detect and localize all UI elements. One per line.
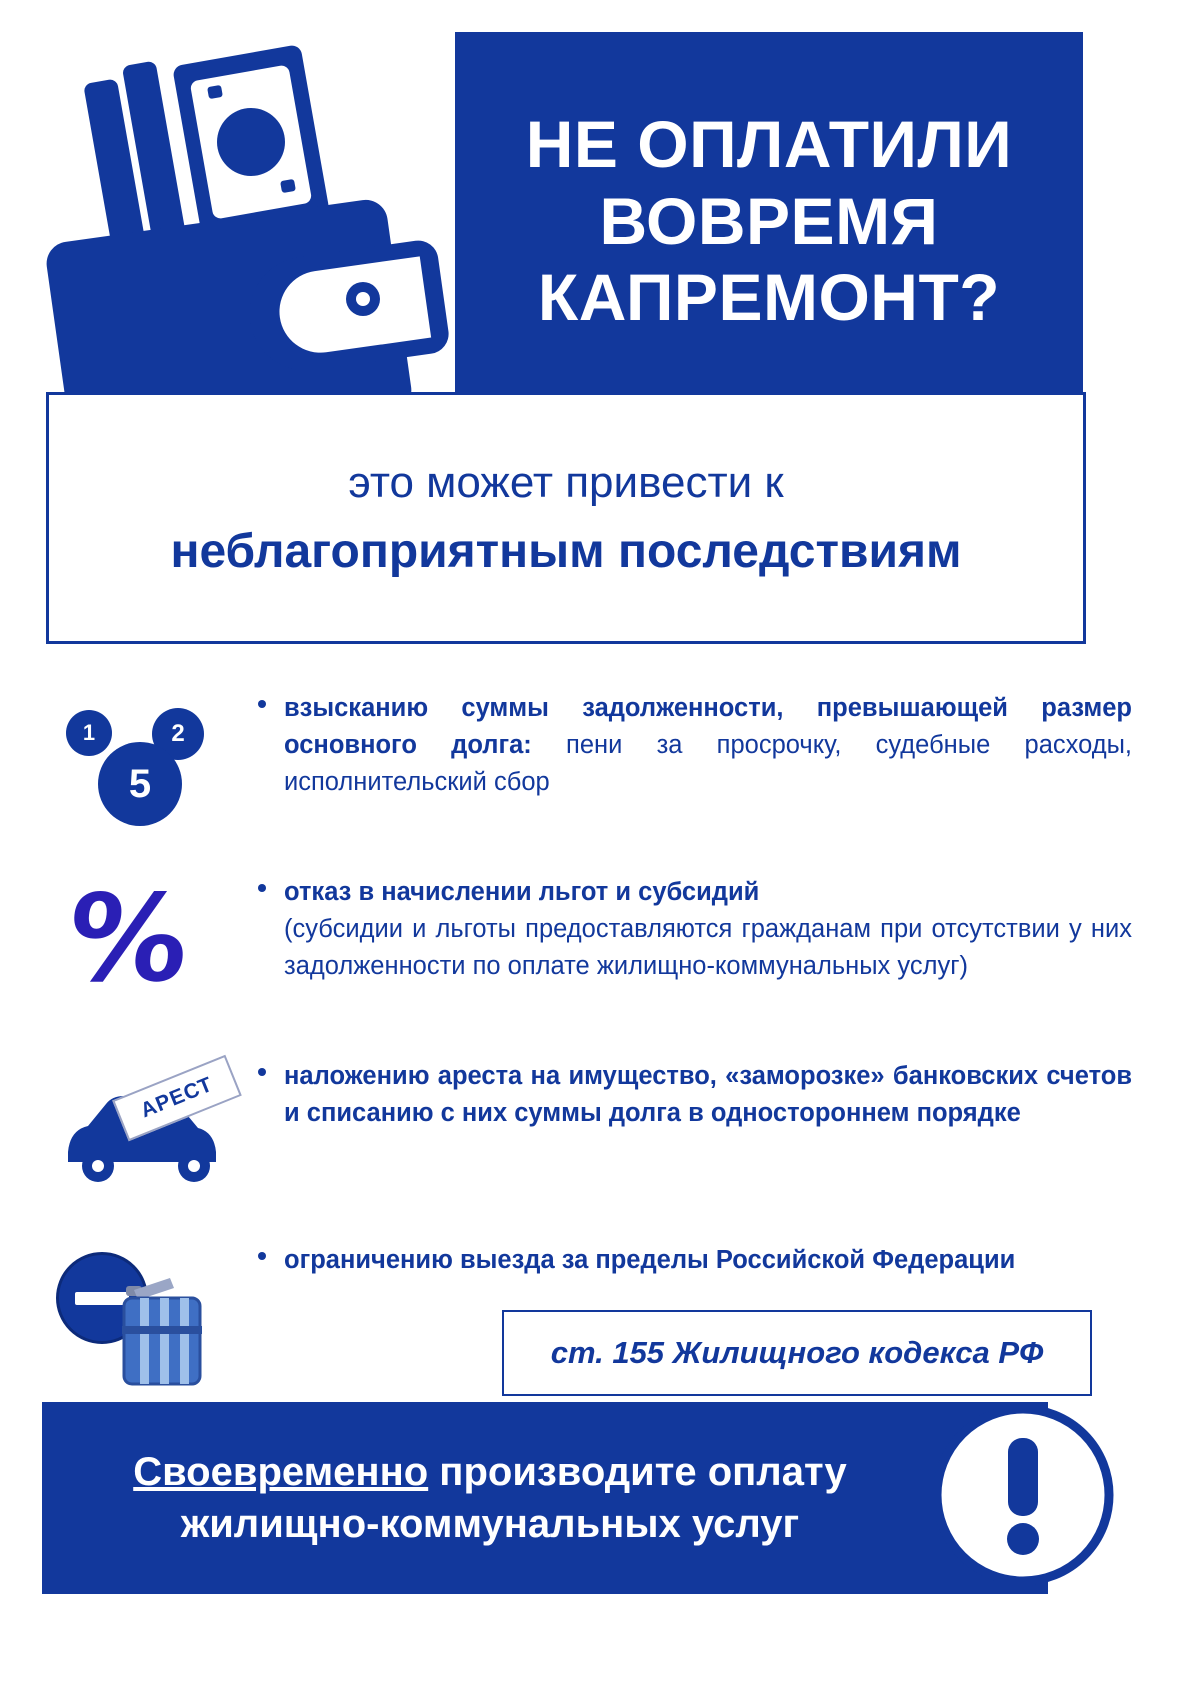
list-item-text	[250, 874, 1160, 985]
bullet-icon	[258, 1068, 266, 1076]
circle-number-5: 5	[98, 742, 182, 826]
percent-glyph: %	[60, 870, 196, 1009]
subtitle-box-top-mask	[49, 395, 1083, 413]
car-arrest-icon	[40, 1058, 250, 1218]
list-item-rest: пени за просрочку, судебные расходы, исполнительский сбор	[284, 730, 1133, 796]
title-line-2: ВОВРЕМЯ	[599, 183, 939, 258]
circle-number-2: 2	[152, 708, 204, 760]
list-item	[40, 870, 1160, 1034]
list-item-text	[250, 1242, 1160, 1279]
title-line-1: НЕ ОПЛАТИЛИ	[525, 107, 1013, 182]
exclamation-mark-icon	[928, 1400, 1118, 1590]
subtitle-box	[46, 392, 1086, 644]
footer-line-2: жилищно-коммунальных услуг	[180, 1502, 800, 1546]
poster-title-block	[455, 32, 1083, 410]
subtitle-top-text: это может привести к	[348, 458, 784, 507]
no-entry-suitcase-icon	[40, 1242, 250, 1402]
bullet-icon	[258, 1252, 266, 1260]
law-reference-box	[502, 1310, 1092, 1396]
numbers-circles-icon	[40, 690, 250, 850]
bullet-icon	[258, 884, 266, 892]
footer-line-1	[133, 1446, 847, 1498]
percent-icon	[40, 870, 250, 1034]
footer-underlined-word: Своевременно	[133, 1450, 429, 1494]
wallet-with-money-icon	[38, 20, 458, 450]
list-item-rest: (субсидии и льготы предоставляются гражданам при отсутствии у них задолженности по оплате жилищно-коммунальных услуг)	[284, 914, 1132, 980]
list-item-bold: взысканию суммы задолженности, превышающей размер основного долга:	[284, 694, 1132, 759]
list-item-bold: ограничению выезда за пределы Российской Федерации	[284, 1246, 1016, 1274]
arrest-tag-label: АРЕСТ	[112, 1055, 242, 1141]
list-item-bold: отказ в начислении льгот и субсидий	[284, 878, 760, 906]
list-item-text	[250, 1058, 1160, 1132]
title-line-3: КАПРЕМОНТ?	[537, 260, 1001, 335]
bullet-icon	[258, 700, 266, 708]
circle-number-1: 1	[66, 710, 112, 756]
law-reference-text: ст. 155 Жилищного кодекса РФ	[550, 1335, 1044, 1370]
footer-line-1-rest: производите оплату	[428, 1450, 847, 1494]
list-item	[40, 690, 1160, 850]
list-item-text	[250, 690, 1160, 801]
list-item	[40, 1058, 1160, 1218]
subtitle-bottom-text: неблагоприятным последствиям	[170, 524, 962, 578]
footer-banner	[42, 1402, 1048, 1594]
list-item-bold: наложению ареста на имущество, «заморозке» банковских счетов и списанию с них суммы долга в одностороннем порядке	[284, 1062, 1132, 1127]
